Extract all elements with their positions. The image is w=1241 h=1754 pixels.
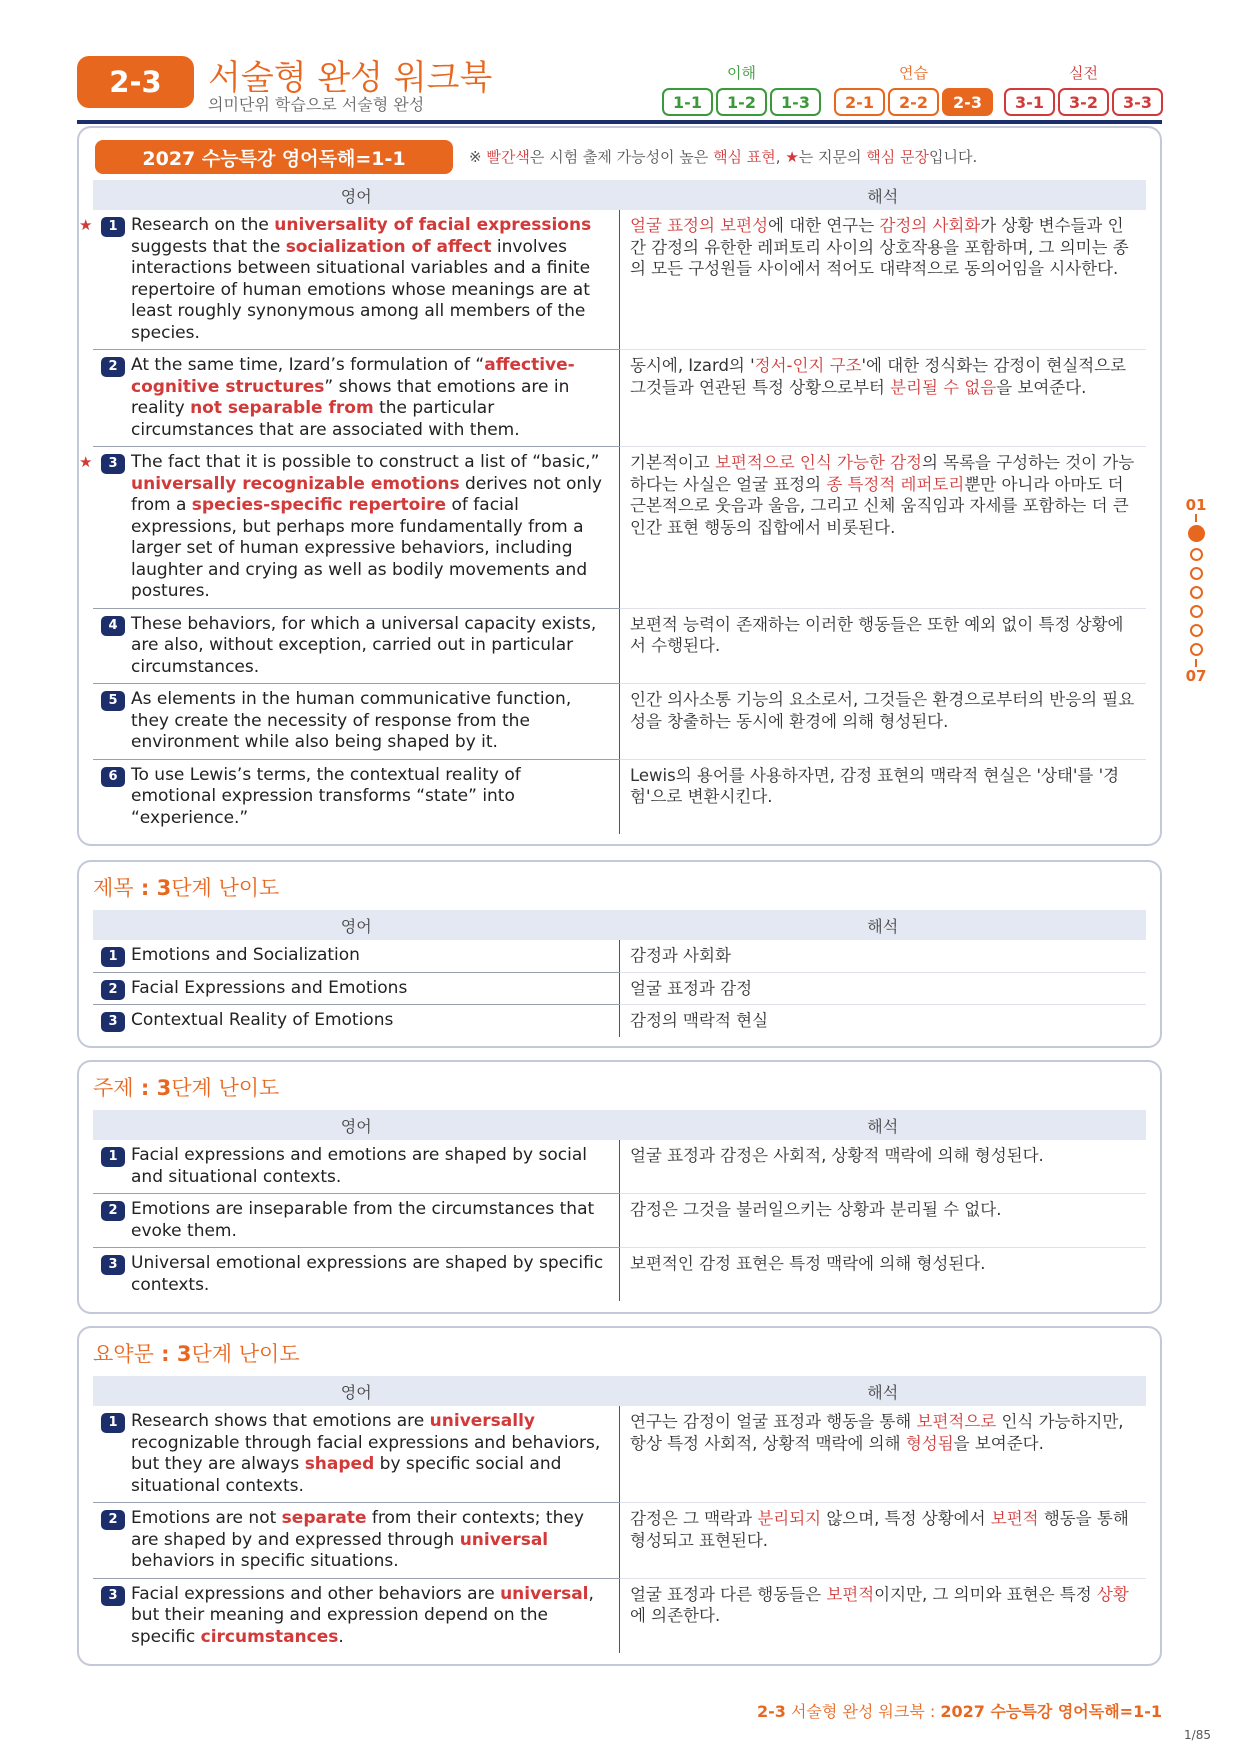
note-red-2: 핵심 표현 (713, 148, 776, 166)
key-expression: 보편적으로 인식 가능한 감정 (714, 453, 922, 472)
side-nav-dot-2[interactable] (1190, 548, 1203, 561)
summary-rows (93, 1406, 1146, 1653)
table-row (93, 350, 1146, 447)
english-sentence (93, 1194, 620, 1248)
level-button-3-2[interactable]: 3-2 (1058, 88, 1109, 116)
column-header-en: 영어 (93, 1110, 620, 1140)
side-nav-dot-5[interactable] (1190, 605, 1203, 618)
section-label: 제목 (93, 876, 134, 900)
english-text (131, 452, 602, 601)
side-nav-end: 07 (1185, 667, 1207, 685)
summary-table (93, 1376, 1146, 1653)
topic-rows (93, 1140, 1146, 1301)
text-segment: 행동을 통해 형성되고 표현된다. (630, 1509, 1129, 1550)
korean-translation: 보편적인 감정 표현은 특정 맥락에 의해 형성된다. (630, 1254, 986, 1273)
english-sentence (93, 1406, 620, 1503)
korean-translation (620, 447, 1147, 609)
korean-translation (620, 350, 1147, 447)
text-segment: . (338, 1626, 344, 1647)
text-segment: To use Lewis’s terms, the contextual reality of emotional expression transforms “state” into “experience.” (131, 764, 521, 828)
text-segment: Facial expressions and other behaviors are (131, 1583, 501, 1604)
sentence-number: 5 (101, 691, 125, 711)
sentence-number: 2 (101, 1510, 125, 1530)
text-segment: As elements in the human communicative function, they create the necessity of response from the environment while also being shaped by it. (131, 689, 572, 752)
side-nav-dot-3[interactable] (1190, 567, 1203, 580)
english-text: Contextual Reality of Emotions (131, 1010, 394, 1030)
unit-badge: 2-3 (77, 56, 194, 108)
english-text (131, 689, 571, 752)
sentence-number: 1 (101, 947, 125, 967)
passage-side-nav (1185, 496, 1207, 685)
level-button-1-1[interactable]: 1-1 (662, 88, 713, 116)
passage-table (79, 180, 1146, 834)
english-text: Emotions are inseparable from the circumstances that evoke them. (131, 1199, 595, 1241)
english-sentence (93, 608, 620, 684)
text-segment: , but their meaning and expression depend on the specific (131, 1583, 594, 1647)
level-group-actual (1004, 62, 1163, 116)
english-sentence (93, 1503, 620, 1579)
summary-section-heading (93, 1338, 300, 1368)
title-rows (93, 940, 1146, 1037)
table-row (93, 1005, 1146, 1037)
section-sep: : (133, 1076, 157, 1100)
text-segment: 연구는 감정이 얼굴 표정과 행동을 통해 (630, 1412, 917, 1431)
sentence-number: 3 (101, 1012, 125, 1032)
column-header-en: 영어 (93, 910, 620, 940)
level-label-understand: 이해 (727, 64, 756, 82)
legend-note (469, 146, 977, 167)
text-segment: 동시에, Izard의 ' (630, 356, 755, 375)
text-segment: 을 보여준다. (953, 1433, 1044, 1453)
korean-translation (620, 210, 1147, 350)
note-prefix: ※ (469, 148, 487, 166)
level-group-practice (834, 62, 993, 116)
english-text: Facial Expressions and Emotions (131, 977, 408, 998)
text-segment: behaviors in specific situations. (131, 1551, 399, 1571)
key-expression: affective-cognitive structures (131, 355, 575, 397)
text-segment: 인식 가능하지만, 항상 특정 사회적, 상황적 맥락에 의해 (630, 1412, 1124, 1453)
english-sentence (79, 210, 620, 350)
table-row (93, 608, 1146, 684)
text-segment: 감정은 그 맥락과 (630, 1509, 758, 1528)
table-row (93, 447, 1146, 609)
key-expression: socialization of affect (285, 236, 492, 257)
source-badge: 2027 수능특강 영어독해=1-1 (95, 140, 453, 174)
key-expression: universal (500, 1583, 589, 1604)
english-text (131, 215, 591, 343)
section-level: 3 (156, 876, 172, 900)
english-text (131, 1411, 600, 1496)
page-subtitle: 의미단위 학습으로 서술형 완성 (208, 95, 425, 114)
page-number: 1/85 (1184, 1728, 1211, 1742)
page-title: 서술형 완성 워크북 (208, 58, 493, 98)
summary-section (77, 1326, 1162, 1666)
korean-translation (620, 759, 1147, 834)
section-level: 3 (176, 1342, 192, 1366)
column-header-en: 영어 (93, 180, 620, 210)
key-expression: 감정의 사회화 (879, 216, 981, 235)
key-expression: shaped (304, 1454, 375, 1474)
text-segment: derives not only from a (131, 473, 602, 515)
korean-translation: 얼굴 표정과 감정은 사회적, 상황적 맥락에 의해 형성된다. (620, 1140, 1147, 1194)
text-segment: 을 보여준다. (996, 377, 1087, 397)
text-segment: Lewis의 용어를 사용하자면, 감정 표현의 맥락적 현실은 '상태'를 '경험'으로 변환시킨다. (630, 765, 1120, 806)
korean-translation: 감정은 그것을 불러일으키는 상황과 분리될 수 없다. (620, 1194, 1147, 1248)
side-nav-dot-4[interactable] (1190, 586, 1203, 599)
table-row (93, 1140, 1146, 1194)
text-segment: 않으며, 특정 상황에서 (821, 1509, 991, 1528)
text-segment: At the same time, Izard’s formulation of “ (131, 355, 485, 375)
key-expression: 보편적으로 (916, 1412, 997, 1431)
table-row (93, 1406, 1146, 1503)
korean-translation: 얼굴 표정과 감정 (620, 972, 1147, 1005)
column-header-ko: 해석 (620, 1376, 1147, 1406)
korean-translation (620, 608, 1147, 684)
level-button-1-3[interactable]: 1-3 (770, 88, 821, 116)
text-segment: ” shows that emotions are in reality (131, 376, 570, 418)
english-text (131, 1508, 584, 1571)
key-expression: 종 특정적 레퍼토리 (826, 474, 965, 494)
section-sep: : (153, 1342, 177, 1366)
table-row (93, 684, 1146, 760)
text-segment: These behaviors, for which a universal capacity exists, are also, without exception, carried out in particular circumstances. (131, 613, 597, 677)
level-group-understand (662, 62, 821, 116)
korean-translation (620, 1406, 1147, 1503)
key-expression: 분리될 수 없음 (890, 377, 997, 397)
section-level-text: 단계 난이도 (191, 1342, 300, 1366)
column-header-ko: 해석 (620, 180, 1147, 210)
sentence-number: 3 (101, 1586, 125, 1606)
sentence-number: 6 (101, 767, 125, 787)
topic-table (93, 1110, 1146, 1301)
key-expression: 얼굴 표정의 보편성 (630, 216, 769, 235)
side-nav-line (1195, 514, 1197, 522)
english-sentence (79, 447, 620, 609)
level-button-3-3[interactable]: 3-3 (1112, 88, 1163, 116)
key-expression: 보편적 (826, 1584, 875, 1604)
table-row (93, 759, 1146, 834)
side-nav-start: 01 (1185, 496, 1207, 514)
key-expression: 상황 (1096, 1584, 1129, 1604)
footer-unit: 2-3 (756, 1702, 786, 1721)
section-level-text: 단계 난이도 (171, 876, 280, 900)
passage-section (77, 126, 1162, 846)
korean-translation (620, 1503, 1147, 1579)
topic-section (77, 1060, 1162, 1314)
level-button-1-2[interactable]: 1-2 (716, 88, 767, 116)
key-sentence-star-icon: ★ (79, 216, 93, 234)
side-nav-line (1195, 659, 1197, 667)
table-row (93, 940, 1146, 972)
table-row (93, 1503, 1146, 1579)
column-header-en: 영어 (93, 1376, 620, 1406)
text-segment: 에 의존한다. (630, 1606, 721, 1625)
key-expression: not separable from (190, 398, 374, 418)
text-segment: 얼굴 표정과 다른 행동들은 (630, 1584, 827, 1604)
text-segment: suggests that the (131, 236, 286, 257)
text-segment: 인간 의사소통 기능의 요소로서, 그것들은 환경으로부터의 반응의 필요성을 창출하는 동시에 환경에 의해 형성된다. (630, 690, 1135, 731)
note-suffix: 입니다. (929, 148, 978, 166)
column-header-ko: 해석 (620, 1110, 1147, 1140)
english-text: Universal emotional expressions are shaped by specific contexts. (131, 1253, 604, 1295)
table-row (93, 972, 1146, 1005)
section-label: 요약문 (93, 1342, 154, 1366)
section-label: 주제 (93, 1076, 134, 1100)
level-button-2-3[interactable]: 2-3 (942, 88, 993, 116)
footer-text: 서술형 완성 워크북 : (785, 1702, 941, 1721)
side-nav-dot-6[interactable] (1190, 624, 1203, 637)
key-expression: circumstances (200, 1626, 339, 1647)
section-level-text: 단계 난이도 (171, 1076, 280, 1100)
key-expression: 형성됨 (905, 1433, 954, 1453)
level-button-2-2[interactable]: 2-2 (888, 88, 939, 116)
text-segment: of facial expressions, but perhaps more fundamentally from a larger set of human expressive behaviors, including laughter and crying as well as bodily movements and postures. (131, 495, 588, 601)
key-expression: 분리되지 (757, 1509, 822, 1528)
side-nav-dot-1[interactable] (1188, 525, 1205, 542)
header-divider (77, 120, 1162, 124)
sentence-number: 3 (101, 1255, 125, 1275)
english-sentence (93, 684, 620, 760)
text-segment: 뿐만 아니라 아마도 더 근본적으로 웃음과 울음, 그리고 신체 움직임과 자세를 포함하는 더 큰 인간 표현 행동의 집합에서 비롯된다. (630, 474, 1129, 537)
title-table (93, 910, 1146, 1037)
sentence-number: 2 (101, 357, 125, 377)
sentence-number: 1 (101, 1413, 125, 1433)
text-segment: 이지만, 그 의미와 표현은 특정 (874, 1584, 1097, 1604)
text-segment: 에 대한 연구는 (768, 216, 880, 235)
sentence-number: 4 (101, 616, 125, 636)
key-expression: universally (429, 1411, 536, 1431)
english-text: Facial expressions and emotions are shaped by social and situational contexts. (131, 1145, 587, 1187)
table-row (93, 1248, 1146, 1302)
sentence-number: 3 (101, 454, 125, 474)
note-red-4: 핵심 문장 (866, 148, 930, 166)
text-segment: 보편적 능력이 존재하는 이러한 행동들은 또한 예외 없이 특정 상황에서 수행된다. (630, 614, 1124, 655)
english-sentence (93, 1140, 620, 1194)
level-label-actual: 실전 (1069, 64, 1098, 82)
column-header-ko: 해석 (620, 910, 1147, 940)
section-sep: : (133, 876, 157, 900)
key-expression: universal (459, 1529, 549, 1550)
english-sentence (93, 350, 620, 447)
text-segment: recognizable through facial expressions and behaviors, but they are always (131, 1432, 601, 1474)
key-expression: 정서-인지 구조 (754, 356, 862, 375)
text-segment: the particular circumstances that are associated with them. (131, 398, 520, 440)
text-segment: The fact that it is possible to construct a list of “basic,” (131, 452, 600, 472)
key-expression: separate (281, 1508, 367, 1528)
text-segment: Research shows that emotions are (131, 1411, 430, 1431)
text-segment: from their contexts; they are shaped by and expressed through (131, 1508, 584, 1550)
sentence-number: 2 (101, 980, 125, 1000)
footer-source: 2027 수능특강 영어독해=1-1 (940, 1702, 1162, 1721)
english-sentence (93, 972, 620, 1005)
korean-translation: 감정의 맥락적 현실 (630, 1011, 769, 1030)
english-text: Emotions and Socialization (131, 945, 360, 965)
side-nav-dot-7[interactable] (1190, 643, 1203, 656)
korean-translation (620, 684, 1147, 760)
sentence-number: 1 (101, 1147, 125, 1167)
note-red-1: 빨간색 (486, 148, 530, 166)
level-label-practice: 연습 (899, 64, 928, 82)
table-row (93, 1578, 1146, 1653)
level-button-3-1[interactable]: 3-1 (1004, 88, 1055, 116)
page-footer (757, 1699, 1162, 1722)
english-text (131, 765, 521, 828)
key-expression: universality of facial expressions (274, 215, 592, 235)
english-text (131, 1584, 594, 1647)
table-row (93, 210, 1146, 350)
key-sentence-star-icon: ★ (79, 453, 93, 471)
sentence-number: 1 (101, 217, 125, 237)
text-segment: by specific social and situational contexts. (131, 1454, 562, 1496)
title-section (77, 860, 1162, 1048)
english-sentence (93, 1578, 620, 1653)
english-text (131, 614, 596, 677)
key-expression: universally recognizable emotions (131, 473, 460, 494)
text-segment: involves interactions between situational variables and a finite repertoire of human emotions whose meanings are at least roughly synonymous among all members of the species. (131, 236, 591, 343)
topic-section-heading (93, 1072, 279, 1102)
english-sentence (93, 940, 620, 972)
note-text-3: 는 지문의 (798, 148, 867, 166)
passage-rows (79, 210, 1146, 834)
english-text (131, 355, 575, 440)
text-segment: '에 대한 정식화는 감정이 현실적으로 그것들과 연관된 특정 상황으로부터 (630, 356, 1127, 397)
key-expression: 보편적 (990, 1509, 1039, 1528)
note-text-1: 은 시험 출제 가능성이 높은 (529, 148, 714, 166)
note-star-icon: ★ (785, 148, 799, 166)
section-level: 3 (156, 1076, 172, 1100)
korean-translation: 감정과 사회화 (620, 940, 1147, 972)
title-section-heading (93, 872, 279, 902)
text-segment: 기본적이고 (630, 453, 715, 472)
text-segment: Research on the (131, 215, 275, 235)
english-sentence (93, 1005, 620, 1037)
english-sentence (93, 1248, 620, 1302)
key-expression: species-specific repertoire (191, 495, 447, 515)
sentence-number: 2 (101, 1201, 125, 1221)
text-segment: 의 목록을 구성하는 것이 가능하다는 사실은 얼굴 표정의 (630, 453, 1135, 494)
level-button-2-1[interactable]: 2-1 (834, 88, 885, 116)
text-segment: Emotions are not (131, 1508, 282, 1528)
text-segment: 가 상황 변수들과 인간 감정의 유한한 레퍼토리 사이의 상호작용을 포함하며, 그 의미는 종의 모든 구성원들 사이에서 적어도 대략적으로 동의어임을 시사한다. (630, 216, 1129, 278)
korean-translation (620, 1578, 1147, 1653)
english-sentence (93, 759, 620, 834)
table-row (93, 1194, 1146, 1248)
note-text-2: , (775, 148, 786, 166)
